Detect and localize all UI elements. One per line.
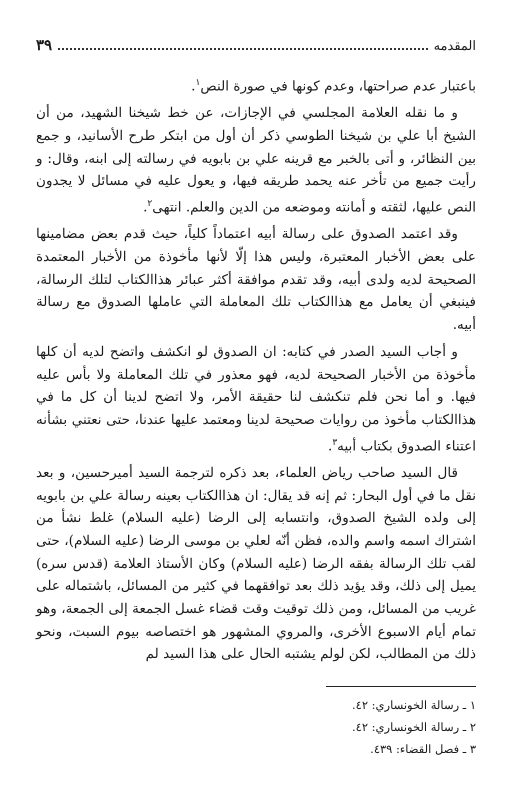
page-number: ٣٩ — [36, 36, 53, 54]
header-dotted-leader — [58, 48, 427, 50]
paragraph-text: باعتبار عدم صراحتها، وعدم كونها في صورة النص — [200, 78, 476, 95]
footnote-separator — [326, 686, 476, 687]
paragraph-text: وقد اعتمد الصدوق على رسالة أبيه اعتماداً كلياً، حيث قدم بعض مضامينها على بعض الأخبار المعتبرة، وليس هذا إلّا لأنها مأخوذة من الأخبار المعتمدة الصحيحة لديه ولدى أبيه، وقد تقدم موافقة أكثر عبائر هذاالكتاب لتلك الرسالة، فينبغي أن يعامل مع هذاالكتاب تلك المعاملة التي عاملها الصدوق مع رسالة أبيه. — [36, 226, 476, 334]
footnote-reference[interactable]: ٣ — [332, 437, 338, 448]
footnote-reference[interactable]: ١ — [195, 78, 201, 88]
paragraph-tail: . — [328, 438, 333, 455]
paragraph-tail: . — [143, 199, 148, 216]
paragraph — [36, 223, 476, 337]
paragraph-text: قال السيد صاحب رياض العلماء، بعد ذكره لترجمة السيد أميرحسين، و بعد نقل ما في أول البحار: ثم إنه قد يقال: ان هذاالكتاب بعينه رسالة علي بن بابويه إلى ولده الشيخ الصدوق، وانتسابه إلى الرضا (عليه السلام) غلط نشأ من اشتراك اسمه واسم والده، فظن أنّه لعلي بن موسى الرضا (عليه السلام)، حتى لقب تلك الرسالة بفقه الرضا (عليه السلام) وكان الأستاذ العلامة (قدس سره) يميل إلى ذلك، وقد يؤيد ذلك بعد توافقهما في كثير من المسائل، باشتماله على غريب من المسائل، ومن ذلك توقيت وقت قضاء غسل الجمعة إلى الجمعة، وهو تمام أيام الاسبوع الأخرى، والمروي المشهور هو اختصاصه بيوم السبت، ونحو ذلك من المطالب، لكن لولم يشتبه الحال على هذا السيد لم — [36, 464, 476, 663]
paragraph — [36, 72, 476, 98]
footnote-item: ١ ـ رسالة الخونساري: ٤٢. — [351, 698, 476, 712]
footnotes — [36, 694, 476, 760]
paragraph — [36, 341, 476, 458]
paragraph — [36, 102, 476, 219]
footnote-item: ٣ ـ فصل القضاء: ٤٣٩. — [370, 742, 476, 756]
main-text — [36, 72, 476, 666]
header-title: المقدمه — [433, 39, 476, 54]
paragraph — [36, 462, 476, 666]
footnote-reference[interactable]: ٢ — [147, 199, 153, 210]
running-header — [36, 36, 476, 56]
paragraph-text: و ما نقله العلامة المجلسي في الإجازات، عن خط شيخنا الشهيد، من أن الشيخ أبا علي بن شيخنا الطوسي ذكر أن أول من ابتكر طرح الأسانيد، و جمع بين النظائر، و أتى بالخبر مع قرينه علي بن بابويه في رسالته إلى ابنه، وقال: و رأيت جميع من تأخر عنه يحمد طريقه فيها، و يعول عليه في مسائل لا يجدون النص عليها، لثقته و أمانته وموضعه من الدين والعلم. انتهى — [36, 105, 476, 216]
paragraph-tail: . — [191, 78, 196, 95]
footnote-item: ٢ ـ رسالة الخونساري: ٤٢. — [351, 720, 476, 734]
paragraph-text: و أجاب السيد الصدر في كتابه: ان الصدوق لو انكشف واتضح لديه أن كلها مأخوذة من الأخبار الصحيحة لديه، فهو معذور في تلك المعاملة ولا بأس عليه فيها. و أما نحن فلم تنكشف لنا حقيقة الأمر، ولا اتضح لدينا أن كل ما في هذاالكتاب مأخوذ من روايات صحيحة لدينا ومعتمد عليها عندنا، حتى نعتني بشأنه اعتناء الصدوق بكتاب أبيه — [36, 343, 476, 455]
